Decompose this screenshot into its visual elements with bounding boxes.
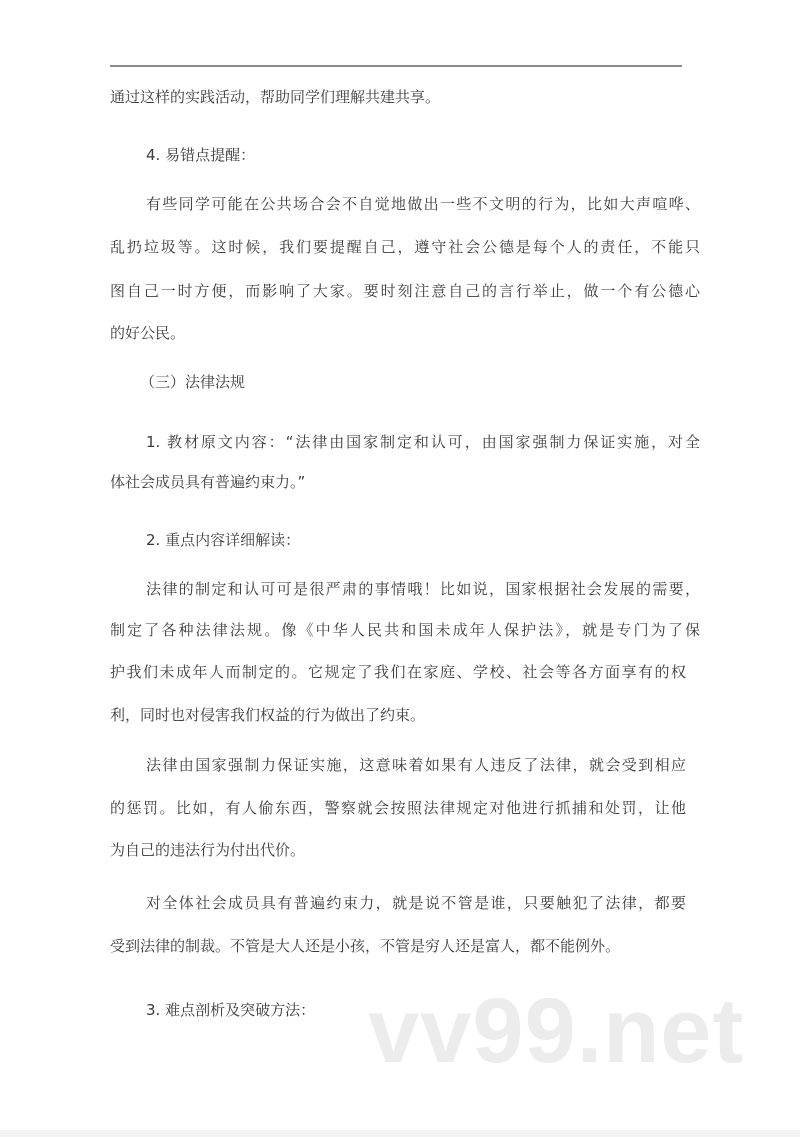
section-heading: （三）法律法规 bbox=[140, 373, 246, 391]
paragraph-line: 为自己的违法行为付出代价。 bbox=[110, 841, 306, 859]
paragraph-line: 的好公民。 bbox=[110, 324, 186, 342]
section-heading: 4. 易错点提醒： bbox=[146, 146, 256, 164]
paragraph-line: 法律由国家强制力保证实施，这意味着如果有人违反了法律，就会受到相应 bbox=[146, 756, 686, 774]
section-heading: 2. 重点内容详细解读： bbox=[146, 531, 301, 549]
paragraph-line: 利，同时也对侵害我们权益的行为做出了约束。 bbox=[110, 706, 426, 724]
paragraph-line: 通过这样的实践活动，帮助同学们理解共建共享。 bbox=[110, 88, 441, 106]
paragraph-line: 的惩罚。比如，有人偷东西，警察就会按照法律规定对他进行抓捕和处罚，让他 bbox=[110, 799, 686, 817]
paragraph-line: 护我们未成年人而制定的。它规定了我们在家庭、学校、社会等各方面享有的权 bbox=[110, 663, 686, 681]
section-heading: 3. 难点剖析及突破方法： bbox=[146, 1001, 316, 1019]
paragraph-line: 对全体社会成员具有普遍约束力，就是说不管是谁，只要触犯了法律，都要 bbox=[146, 894, 686, 912]
paragraph-line: 体社会成员具有普遍约束力。” bbox=[110, 473, 306, 491]
paragraph-line: 有些同学可能在公共场合会不自觉地做出一些不文明的行为，比如大声喧哗、 bbox=[146, 195, 700, 213]
header-rule bbox=[110, 65, 682, 67]
paragraph-line: 乱扔垃圾等。这时候，我们要提醒自己，遵守社会公德是每个人的责任，不能只 bbox=[110, 238, 700, 256]
paragraph-line: 受到法律的制裁。不管是大人还是小孩，不管是穷人还是富人，都不能例外。 bbox=[110, 937, 621, 955]
paragraph-line: 1. 教材原文内容：“法律由国家制定和认可，由国家强制力保证实施，对全 bbox=[146, 433, 700, 451]
paragraph-line: 制定了各种法律法规。像《中华人民共和国未成年人保护法》，就是专门为了保 bbox=[110, 621, 700, 639]
watermark: vv99.net bbox=[368, 980, 745, 1082]
paragraph-line: 法律的制定和认可可是很严肃的事情哦！比如说，国家根据社会发展的需要， bbox=[146, 580, 700, 598]
page-bottom-edge bbox=[0, 1130, 800, 1137]
paragraph-line: 图自己一时方便，而影响了大家。要时刻注意自己的言行举止，做一个有公德心 bbox=[110, 282, 700, 300]
